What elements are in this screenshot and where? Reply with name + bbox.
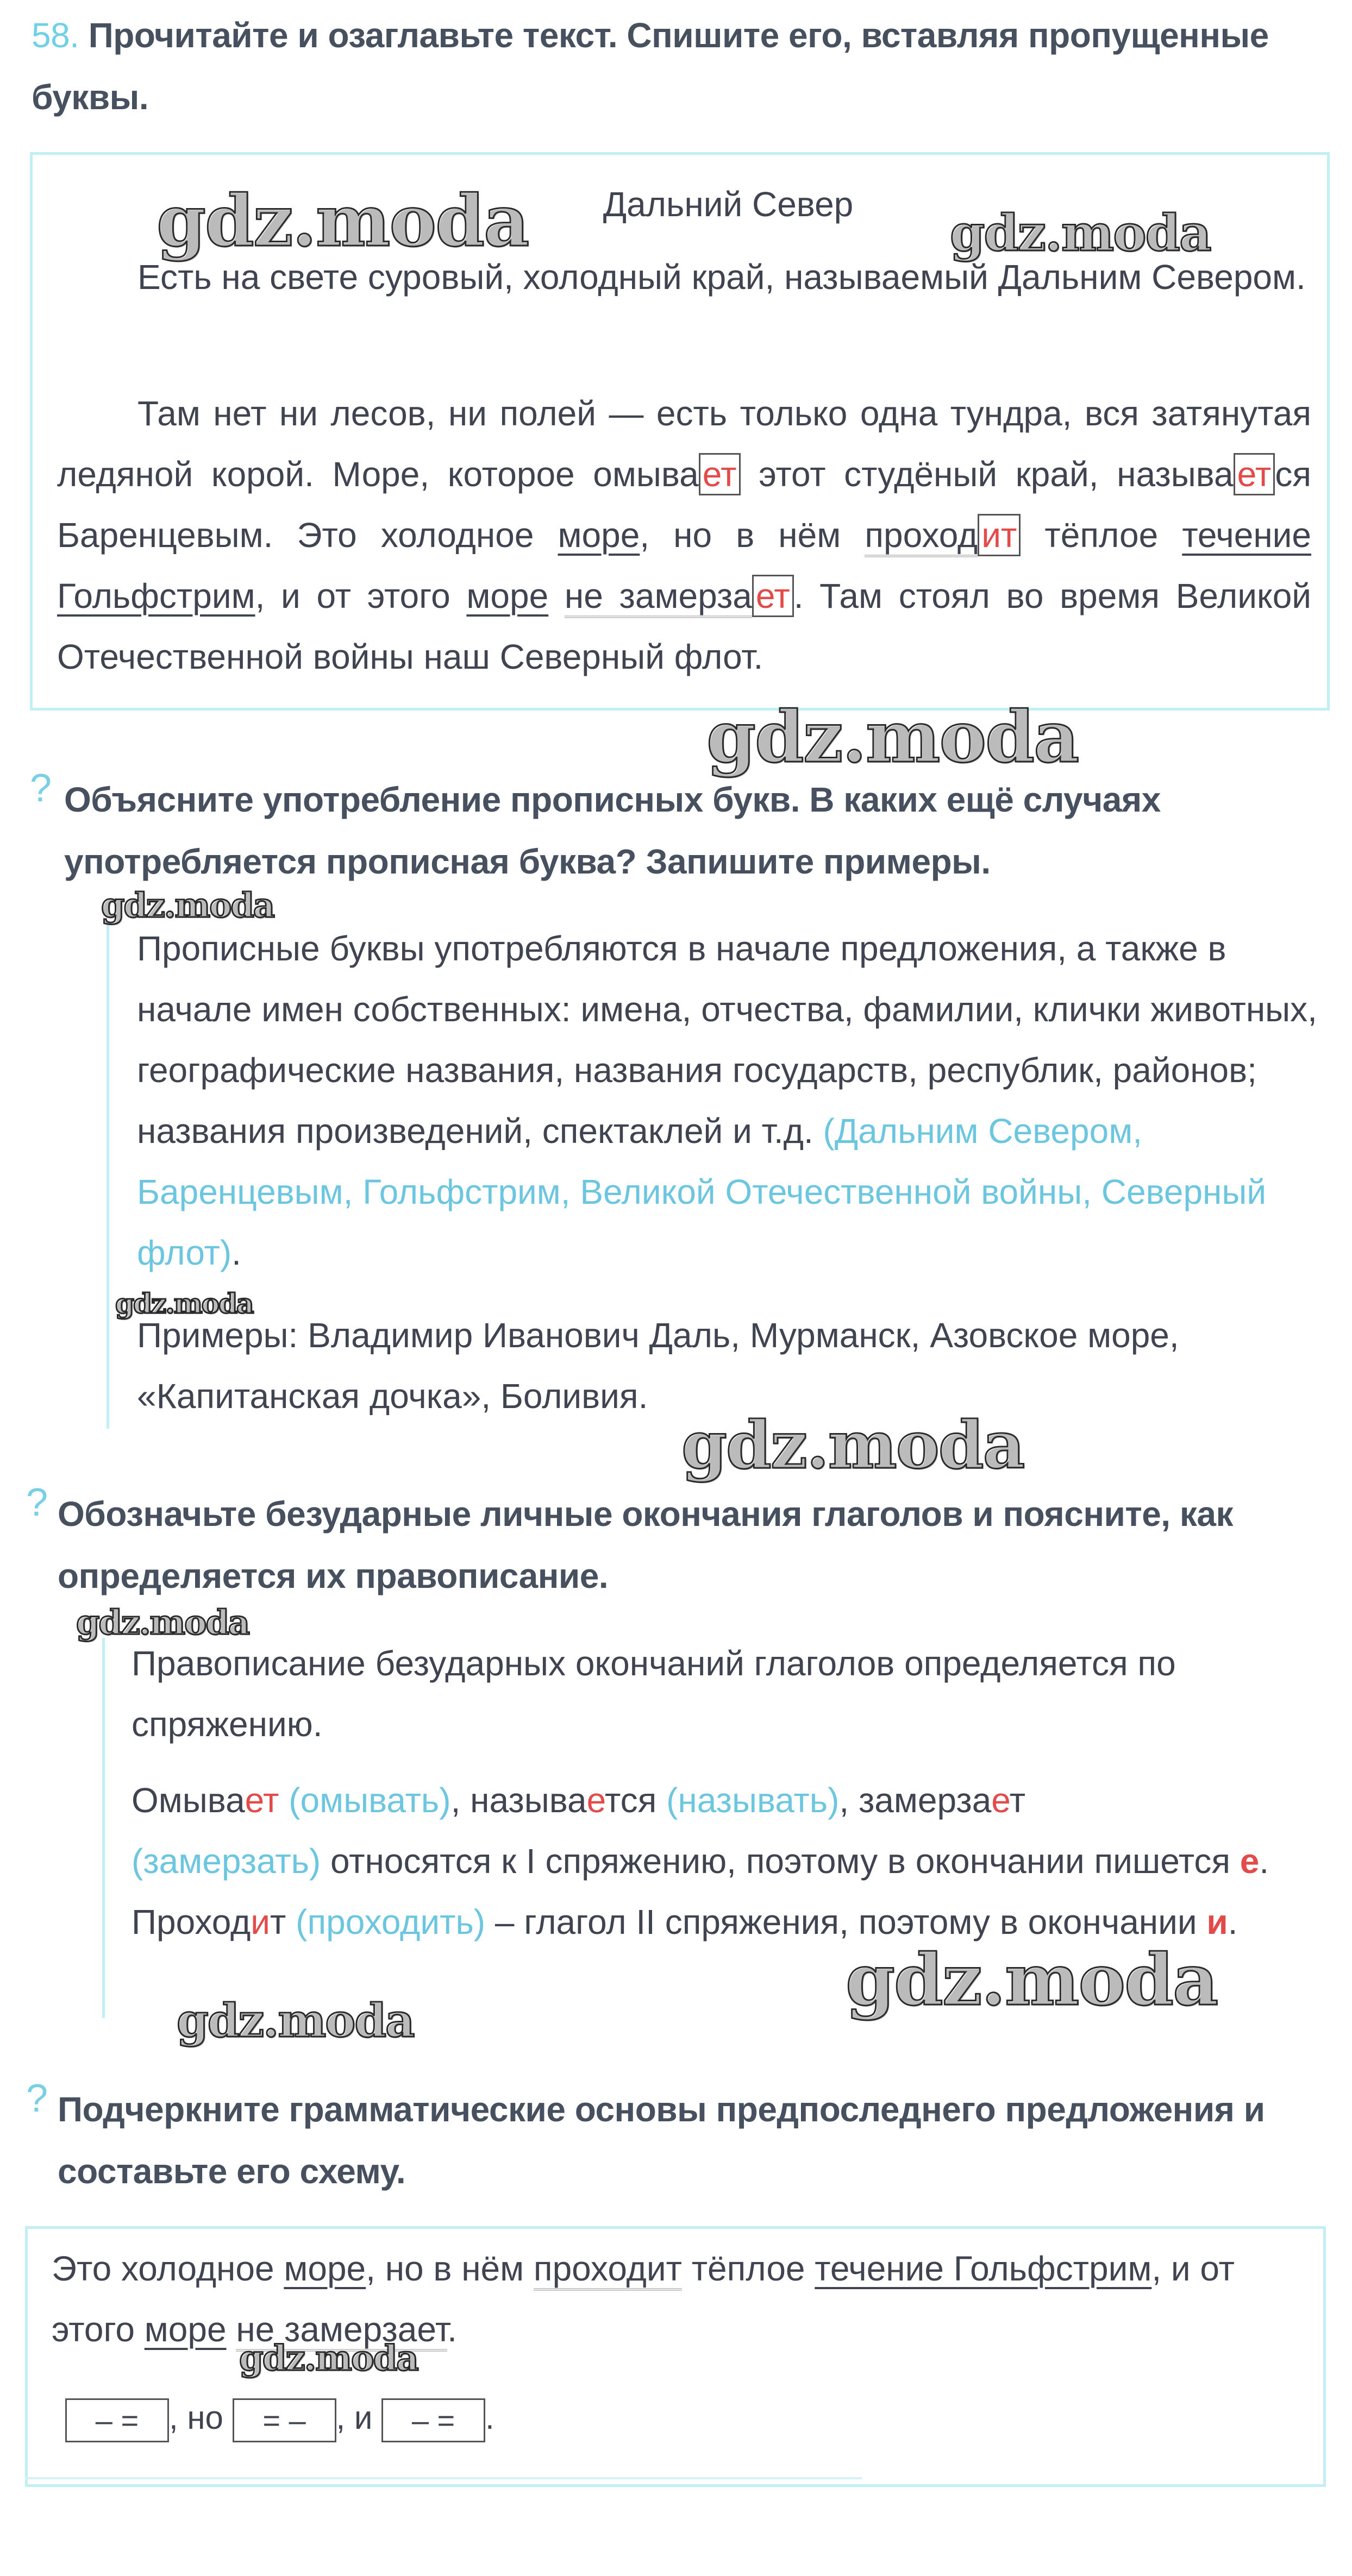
question-mark-icon: ? bbox=[26, 1481, 48, 1524]
clause-box: – = bbox=[381, 2398, 485, 2442]
answer-2-detail: Омывает (омывать), называется (называть), замерзает (замерзать) относятся к I спряжению, поэтому в окончании пишется е. Проходит (проходить) – глагол II спряжения, поэтому в окончании и. bbox=[132, 1781, 1269, 1942]
watermark: gdz.moda bbox=[115, 1287, 253, 1320]
sentence-scheme: – = , но = – , и – = . bbox=[65, 2387, 495, 2448]
task-heading bbox=[32, 4, 1325, 128]
watermark: gdz.moda bbox=[681, 1407, 1024, 1484]
answer-2-bar bbox=[102, 1638, 105, 2018]
question-mark-icon: ? bbox=[30, 766, 52, 810]
answer-1-examples-from-text: (Дальним Севером, Баренцевым, Гольфстрим, Великой Отечественной войны, Северный флот) bbox=[137, 1111, 1267, 1272]
story-title: Дальний Север bbox=[603, 185, 854, 224]
answer-2-intro: Правописание безударных окончаний глаголов определяется по спряжению. bbox=[132, 1644, 1176, 1744]
story-paragraph-2: Там нет ни лесов, ни полей — есть только одна тундра, вся затянутая ледяной корой. Море, которое омыва ет этот студёный край, называ ет ся Баренцевым. Это холодное море, но в нём проход ит тёплое течение Гольфстрим, и от этого море не замерза ет . Там стоял во время Великой Отечественной войны наш Северный флот. bbox=[57, 394, 1312, 676]
watermark: gdz.moda bbox=[706, 695, 1079, 778]
question-1: Объясните употребление прописных букв. В каких ещё случаях употребляется прописная буква? Запишите примеры. bbox=[64, 780, 1161, 881]
watermark: gdz.moda bbox=[76, 1603, 249, 1642]
answer-1-bar bbox=[107, 923, 109, 1429]
answer-1: Прописные буквы употребляются в начале предложения, а также в начале имен собственных: имена, отчества, фамилии, клички животных, географические названия, названия государств, республик, районов; названия произведений, спектаклей и т.д. (Дальним Севером, Баренцевым, Гольфстрим, Великой Отечественной войны, Северный флот). bbox=[137, 929, 1317, 1272]
watermark: gdz.moda bbox=[239, 2338, 418, 2379]
question-2: Обозначьте безударные личные окончания глаголов и поясните, как определяется их правописание. bbox=[58, 1494, 1233, 1595]
watermark: gdz.moda bbox=[177, 1994, 414, 2047]
answer-1-examples: Примеры: Владимир Иванович Даль, Мурманск, Азовское море, «Капитанская дочка», Боливия. bbox=[137, 1316, 1179, 1416]
task-text-line1: Прочитайте и озаглавьте текст. Спишите его, вставляя пропущенные bbox=[88, 16, 1269, 55]
missing-letter: ит bbox=[978, 514, 1021, 556]
missing-letter: ет bbox=[699, 453, 741, 495]
clause-box: – = bbox=[65, 2398, 169, 2442]
divider bbox=[25, 2477, 862, 2479]
watermark: gdz.moda bbox=[846, 1938, 1218, 2021]
predicate-word: не замерза bbox=[565, 576, 752, 618]
subject-word: течение Гольфстрим bbox=[57, 516, 1311, 615]
task-number: 58. bbox=[32, 16, 79, 55]
task-text-line2: буквы. bbox=[32, 78, 149, 117]
subject-word: море bbox=[466, 576, 549, 615]
watermark: gdz.moda bbox=[950, 204, 1211, 262]
watermark: gdz.moda bbox=[157, 179, 529, 262]
clause-box: = – bbox=[233, 2398, 336, 2442]
scheme-sentence: Это холодное море, но в нём проходит тёплое течение Гольфстрим, и от этого море не замерзает. bbox=[52, 2238, 1301, 2360]
missing-letter: ет bbox=[752, 575, 794, 617]
story-paragraph-1: Есть на свете суровый, холодный край, называемый Дальним Севером. bbox=[137, 257, 1306, 297]
question-mark-icon: ? bbox=[26, 2077, 48, 2120]
watermark: gdz.moda bbox=[101, 885, 274, 925]
question-3: Подчеркните грамматические основы предпоследнего предложения и составьте его схему. bbox=[58, 2090, 1265, 2191]
missing-letter: ет bbox=[1234, 453, 1275, 495]
subject-word: море bbox=[558, 516, 640, 555]
predicate-word: проход bbox=[865, 516, 978, 557]
